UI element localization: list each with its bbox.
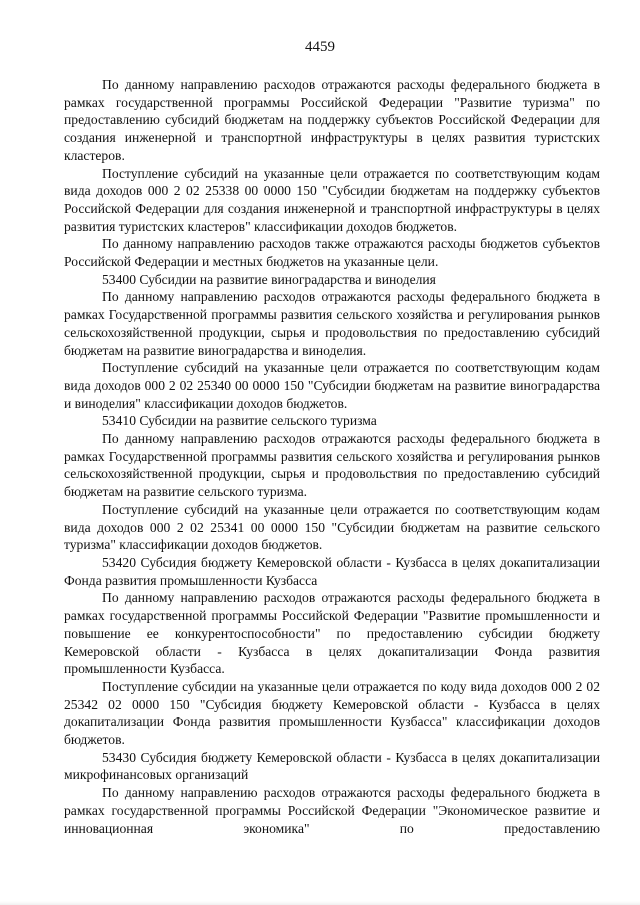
paragraph: По данному направлению расходов отражаются расходы федерального бюджета в рамках государственной программы Российской Федерации "Развитие туризма" по предоставлению субсидий бюджетам на поддержку субъектов Российской Федерации для создания инженерной и транспортной инфраструктуры в целях развития туристских кластеров. (64, 77, 600, 163)
section-heading: 53410 Субсидии на развитие сельского туризма (102, 413, 377, 429)
paragraph: Поступление субсидий на указанные цели отражается по соответствующим кодам вида доходов 000 2 02 25341 00 0000 150 "Субсидии бюджетам на развитие сельского туризма" классификации доходов бюджетов. (64, 501, 600, 553)
page-number: 4459 (305, 39, 335, 55)
paragraph: По данному направлению расходов отражаются расходы федерального бюджета в рамках Государственной программы развития сельского хозяйства и регулирования рынков сельскохозяйственной продукции, сырья и продовольствия по предоставлению субсидий бюджетам на развитие виноградарства и виноделия. (64, 289, 600, 358)
paragraph: Поступление субсидии на указанные цели отражается по коду вида доходов 000 2 02 25342 02 0000 150 "Субсидия бюджету Кемеровской области - Кузбасса в целях докапитализации Фонда развития промышленности Кузбасса" классификации доходов бюджетов. (64, 678, 600, 748)
paragraph: Поступление субсидий на указанные цели отражается по соответствующим кодам вида доходов 000 2 02 25338 00 0000 150 "Субсидии бюджетам на поддержку субъектов Российской Федерации для создания инженерной и транспортной инфраструктуры в целях развития туристских кластеров" классификации доходов бюджетов. (64, 165, 600, 234)
section-heading: 53420 Субсидия бюджету Кемеровской области - Кузбасса в целях докапитализации Фонда развития промышленности Кузбасса (64, 554, 600, 588)
paragraph: По данному направлению расходов отражаются расходы федерального бюджета в рамках Государственной программы развития сельского хозяйства и регулирования рынков сельскохозяйственной продукции, сырья и продовольствия по предоставлению субсидий бюджетам на развитие сельского туризма. (64, 431, 600, 500)
paragraph: По данному направлению расходов отражаются расходы федерального бюджета в рамках государственной программы Российской Федерации "Экономическое развитие и инновационная экономика" по предоставлению (64, 785, 600, 836)
document-body (64, 76, 600, 837)
section-heading: 53400 Субсидии на развитие виноградарства и виноделия (102, 271, 436, 287)
paragraph: По данному направлению расходов также отражаются расходы бюджетов субъектов Российской Федерации и местных бюджетов на указанные цели. (64, 236, 600, 270)
section-heading: 53430 Субсидия бюджету Кемеровской области - Кузбасса в целях докапитализации микрофинансовых организаций (64, 749, 600, 783)
paragraph: Поступление субсидий на указанные цели отражается по соответствующим кодам вида доходов 000 2 02 25340 00 0000 150 "Субсидии бюджетам на развитие виноградарства и виноделия" классификации доходов бюджетов. (64, 360, 600, 411)
scan-edge (0, 901, 640, 905)
paragraph: По данному направлению расходов отражаются расходы федерального бюджета в рамках государственной программы Российской Федерации "Развитие промышленности и повышение ее конкурентоспособности" по предоставлению субсидии бюджету Кемеровской области - Кузбасса в целях докапитализации Фонда развития промышленности Кузбасса. (64, 590, 600, 677)
